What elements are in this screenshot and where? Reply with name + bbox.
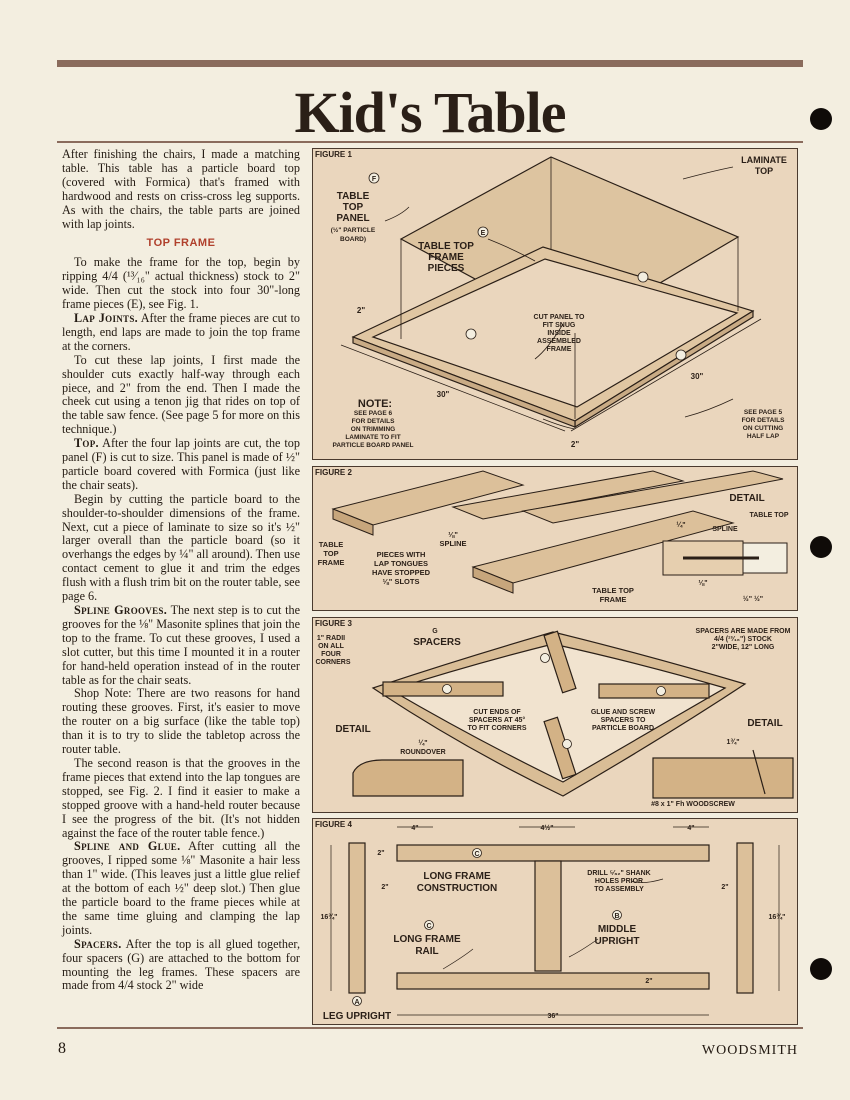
svg-text:A: A xyxy=(354,999,360,1006)
svg-text:TABLE TOP: TABLE TOP xyxy=(592,586,634,595)
svg-text:FRAME: FRAME xyxy=(428,252,464,263)
svg-text:SPACERS: SPACERS xyxy=(413,637,461,648)
svg-text:16¾": 16¾" xyxy=(768,914,786,921)
paragraph: Spline and Glue. After cutting all the grooves, I ripped some ⅛" Masonite a hair less than 1" wide. (This leaves just a little glue relief at the bottom of each ½" deep slot.) Then glue the particle board to the frame pieces while at the same time gluing and clamping the lap joints. xyxy=(62,839,300,937)
svg-text:1" RADII: 1" RADII xyxy=(316,635,346,642)
svg-text:SEE PAGE 5: SEE PAGE 5 xyxy=(743,409,783,416)
figure-label: FIGURE 2 xyxy=(315,468,352,477)
svg-text:FOR DETAILS: FOR DETAILS xyxy=(351,418,395,425)
svg-text:BOARD): BOARD) xyxy=(340,236,366,243)
svg-text:36": 36" xyxy=(547,1013,559,1020)
svg-text:TABLE: TABLE xyxy=(318,540,344,549)
paragraph: Lap Joints. After the frame pieces are cut to length, end laps are made to join the top frame at the corners. xyxy=(62,310,300,353)
svg-text:HAVE STOPPED: HAVE STOPPED xyxy=(371,568,431,577)
paragraph: Top. After the four lap joints are cut, the top panel (F) is cut to size. This panel is made of ½" particle board covered with Formica (just like the chair seats). xyxy=(62,436,300,492)
svg-text:2": 2" xyxy=(377,850,385,857)
svg-text:G: G xyxy=(432,628,438,635)
paragraph: Spacers. After the top is all glued together, four spacers (G) are attached to the bottom for mounting the leg frames. These spacers are made from 4/4 stock 2" wide xyxy=(62,936,300,993)
svg-text:RAIL: RAIL xyxy=(415,946,439,957)
svg-text:⅛": ⅛" xyxy=(448,530,458,539)
svg-text:FRAME: FRAME xyxy=(599,595,627,604)
page-number: 8 xyxy=(58,1040,66,1057)
svg-text:⅛": ⅛" xyxy=(698,580,708,587)
top-rule xyxy=(57,60,803,67)
svg-text:NOTE:: NOTE: xyxy=(357,398,393,410)
svg-text:DETAIL: DETAIL xyxy=(747,718,783,729)
svg-text:TOP: TOP xyxy=(342,202,364,213)
svg-text:ASSEMBLED: ASSEMBLED xyxy=(537,338,581,345)
svg-text:4½": 4½" xyxy=(540,825,554,832)
figure-3-drawing xyxy=(313,618,797,812)
svg-text:SPLINE: SPLINE xyxy=(712,526,738,533)
svg-text:CUT PANEL TO: CUT PANEL TO xyxy=(533,314,585,321)
svg-text:LONG FRAME: LONG FRAME xyxy=(423,871,491,882)
svg-text:E: E xyxy=(480,230,486,237)
svg-text:MIDDLE: MIDDLE xyxy=(597,924,637,935)
section-heading-top-frame: TOP FRAME xyxy=(146,237,216,250)
svg-text:C: C xyxy=(426,923,432,930)
svg-text:2": 2" xyxy=(356,306,366,315)
svg-text:TABLE: TABLE xyxy=(336,191,370,202)
svg-text:INSIDE: INSIDE xyxy=(547,330,571,337)
run-in-head: Top. xyxy=(74,436,99,451)
run-in-head: Spline Grooves. xyxy=(74,603,168,617)
svg-text:LAMINATE: LAMINATE xyxy=(741,155,787,165)
svg-text:2": 2" xyxy=(721,884,729,891)
svg-text:4": 4" xyxy=(687,825,695,832)
svg-text:TO FIT CORNERS: TO FIT CORNERS xyxy=(467,725,527,732)
svg-text:½" ½": ½" ½" xyxy=(742,596,764,603)
svg-text:SPACERS AT 45°: SPACERS AT 45° xyxy=(468,717,526,724)
svg-text:ON TRIMMING: ON TRIMMING xyxy=(350,426,396,433)
svg-text:SPACERS TO: SPACERS TO xyxy=(600,717,646,724)
svg-text:TOP: TOP xyxy=(323,549,339,558)
paragraph-intro: After finishing the chairs, I made a matching table. This table has a particle board top (covered with Formica) that's framed with hardwood and rests on criss-cross leg supports. As with the chairs, the table parts are joined with lap joints. xyxy=(62,147,300,231)
svg-text:PARTICLE BOARD: PARTICLE BOARD xyxy=(591,725,655,732)
figure-4 xyxy=(312,818,798,1025)
figure-4-drawing xyxy=(313,819,797,1024)
svg-text:ON ALL: ON ALL xyxy=(318,643,344,650)
svg-text:30": 30" xyxy=(690,372,704,381)
svg-text:TOP: TOP xyxy=(754,166,774,176)
svg-text:2": 2" xyxy=(570,440,580,449)
paragraph: The second reason is that the grooves in the frame pieces that extend into the lap tongues are stopped, see Fig. 2. I find it easier to make a stopped groove with a hand-held router because I see the progress of the bit. (It's not hidden against the face of the router table fence.) xyxy=(62,755,300,840)
svg-text:ON CUTTING: ON CUTTING xyxy=(742,425,784,432)
paragraph: To cut these lap joints, I first made the shoulder cuts exactly half-way through each piece, and 2" from the end. Then I made the cheek cut using a tenon jig that rides on top of the table saw fence. (See page 5 for more on this technique.) xyxy=(62,352,300,437)
svg-text:DETAIL: DETAIL xyxy=(729,493,765,504)
svg-text:LONG FRAME: LONG FRAME xyxy=(393,934,461,945)
svg-text:PIECES: PIECES xyxy=(427,263,465,274)
figure-label: FIGURE 1 xyxy=(315,150,352,159)
page-title: Kid's Table xyxy=(294,80,566,145)
magazine-name: WOODSMITH xyxy=(701,1043,798,1058)
svg-text:2": 2" xyxy=(381,884,389,891)
svg-text:PARTICLE BOARD PANEL: PARTICLE BOARD PANEL xyxy=(332,442,414,449)
svg-text:TABLE TOP: TABLE TOP xyxy=(418,241,474,252)
figure-1-drawing xyxy=(313,149,797,459)
binder-hole-top xyxy=(810,108,832,130)
svg-text:PANEL: PANEL xyxy=(336,213,370,224)
svg-text:¼": ¼" xyxy=(676,522,686,529)
svg-text:TO ASSEMBLY: TO ASSEMBLY xyxy=(594,886,644,893)
run-in-head: Spline and Glue. xyxy=(74,839,181,854)
paragraph: Shop Note: There are two reasons for hand routing these grooves. First, it's easier to move the router on a big surface (like the table top) than it is to try to slide the tabletop across the router table. xyxy=(62,686,300,757)
svg-text:2"WIDE, 12" LONG: 2"WIDE, 12" LONG xyxy=(711,644,775,651)
paragraph: To make the frame for the top, begin by ripping 4/4 (¹³⁄₁₆" actual thickness) stock to 2" wide. Then cut the stock into four 30"-long frame pieces (E), see Fig. 1. xyxy=(62,255,300,312)
svg-text:LEG UPRIGHT: LEG UPRIGHT xyxy=(322,1011,392,1022)
svg-text:B: B xyxy=(614,913,620,920)
svg-text:2": 2" xyxy=(645,978,653,985)
svg-text:LAP TONGUES: LAP TONGUES xyxy=(374,559,428,568)
figure-3 xyxy=(312,617,798,813)
svg-text:4": 4" xyxy=(411,825,419,832)
svg-text:ROUNDOVER: ROUNDOVER xyxy=(400,749,446,756)
svg-text:FRAME: FRAME xyxy=(317,558,345,567)
run-in-head: Spacers. xyxy=(74,936,122,951)
bottom-rule xyxy=(57,1027,803,1029)
svg-text:SEE PAGE 6: SEE PAGE 6 xyxy=(353,410,393,417)
svg-text:SPLINE: SPLINE xyxy=(439,539,467,548)
svg-text:#8 x 1" Fh WOODSCREW: #8 x 1" Fh WOODSCREW xyxy=(651,801,735,808)
svg-text:PIECES WITH: PIECES WITH xyxy=(376,550,426,559)
svg-text:⅛" SLOTS: ⅛" SLOTS xyxy=(382,577,420,586)
figure-2 xyxy=(312,466,798,611)
svg-text:FIT SNUG: FIT SNUG xyxy=(542,322,576,329)
svg-text:TABLE TOP: TABLE TOP xyxy=(749,512,789,519)
binder-hole-middle xyxy=(810,536,832,558)
svg-text:DETAIL: DETAIL xyxy=(335,724,371,735)
svg-text:CONSTRUCTION: CONSTRUCTION xyxy=(416,883,498,894)
svg-text:16¾": 16¾" xyxy=(320,914,338,921)
svg-text:LAMINATE TO FIT: LAMINATE TO FIT xyxy=(345,434,401,441)
figure-label: FIGURE 4 xyxy=(315,820,352,829)
svg-text:UPRIGHT: UPRIGHT xyxy=(594,936,640,947)
paragraph: Spline Grooves. The next step is to cut the grooves for the ⅛" Masonite splines that join the top to the frame. To cut these grooves, I used a slot cutter, but this time I mounted it in a router for hand-held operation instead of in the router table as for the chair seats. xyxy=(62,603,300,687)
svg-text:SPACERS ARE MADE FROM: SPACERS ARE MADE FROM xyxy=(695,628,791,635)
svg-text:FOR DETAILS: FOR DETAILS xyxy=(741,417,785,424)
figure-2-drawing xyxy=(313,467,797,610)
svg-text:¼": ¼" xyxy=(418,740,428,747)
svg-text:HALF LAP: HALF LAP xyxy=(746,433,780,440)
binder-hole-bottom xyxy=(810,958,832,980)
svg-text:FOUR: FOUR xyxy=(321,651,341,658)
figure-1 xyxy=(312,148,798,460)
svg-text:4/4 (¹³⁄₁₆") STOCK: 4/4 (¹³⁄₁₆") STOCK xyxy=(714,636,772,643)
svg-text:CUT ENDS OF: CUT ENDS OF xyxy=(473,709,521,716)
svg-text:(½" PARTICLE: (½" PARTICLE xyxy=(330,227,376,234)
figure-label: FIGURE 3 xyxy=(315,619,352,628)
svg-text:CORNERS: CORNERS xyxy=(315,659,351,666)
svg-text:F: F xyxy=(371,176,377,183)
svg-text:GLUE AND SCREW: GLUE AND SCREW xyxy=(590,709,656,716)
article-text xyxy=(62,148,300,993)
svg-text:DRILL ⁵⁄₃₂" SHANK: DRILL ⁵⁄₃₂" SHANK xyxy=(587,870,651,877)
paragraph: Begin by cutting the particle board to the shoulder-to-shoulder dimensions of the frame. Next, cut a piece of laminate to size so it's ½" larger overall than the particle board (so it overhangs the edges by ¼" all around). Then use contact cement to glue it and trim the edges flush with a flush trim bit on the router table, see page 6. xyxy=(62,491,300,604)
run-in-head: Lap Joints. xyxy=(74,310,138,325)
svg-text:FRAME: FRAME xyxy=(546,346,572,353)
svg-text:C: C xyxy=(474,851,480,858)
svg-text:HOLES PRIOR: HOLES PRIOR xyxy=(594,878,644,885)
svg-text:1¾": 1¾" xyxy=(726,739,740,746)
svg-text:30": 30" xyxy=(436,390,450,399)
